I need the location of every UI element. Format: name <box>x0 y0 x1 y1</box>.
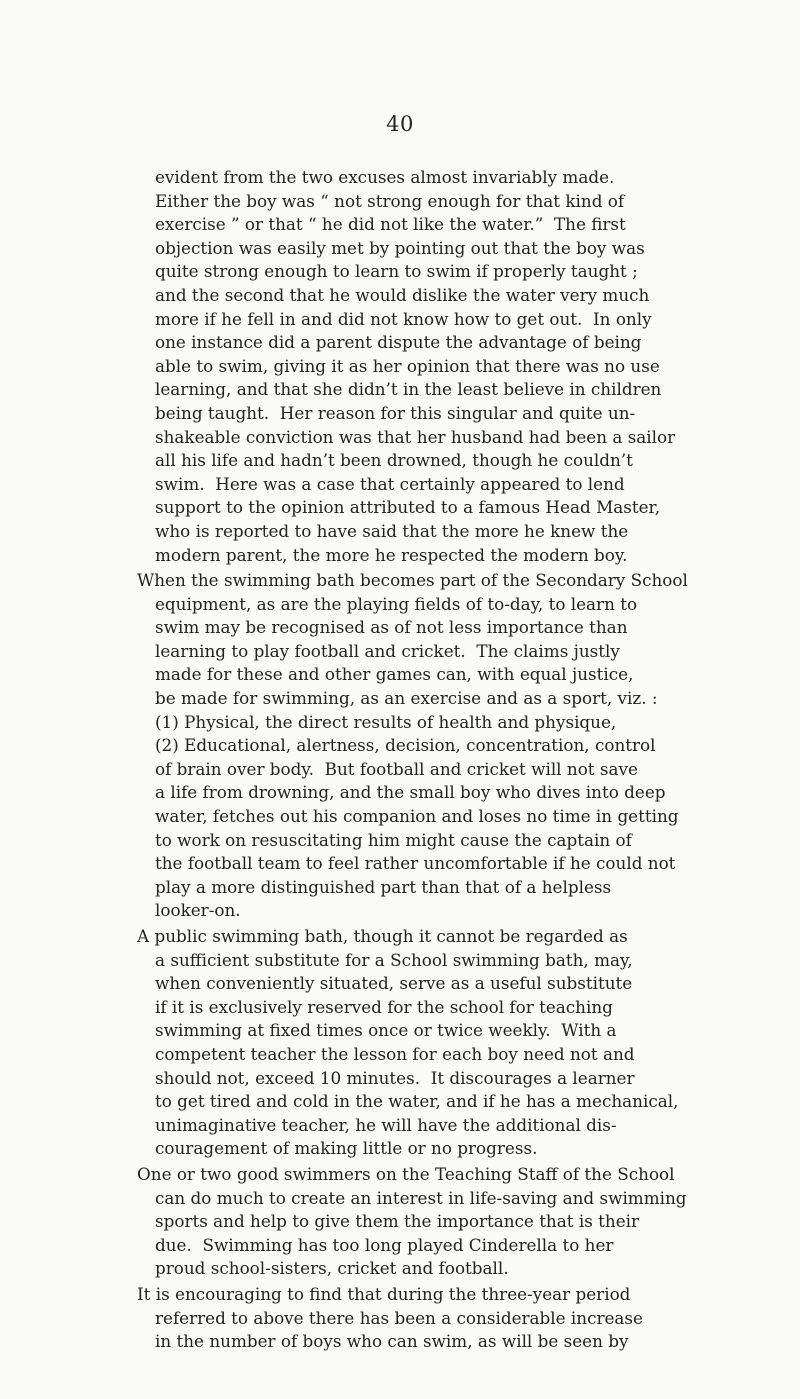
text-line: can do much to create an interest in life-saving and swimming <box>155 1187 687 1208</box>
paragraph <box>137 925 775 1161</box>
text-line: who is reported to have said that the more he knew the <box>155 520 629 541</box>
text-line: swim. Here was a case that certainly appeared to lend <box>155 473 625 494</box>
text-line: all his life and hadn’t been drowned, though he couldn’t <box>155 450 633 471</box>
text-line: when conveniently situated, serve as a useful substitute <box>155 973 633 994</box>
text-line: be made for swimming, as an exercise and as a sport, viz. : <box>155 688 658 709</box>
text-line: swimming at fixed times once or twice weekly. With a <box>155 1020 617 1041</box>
text-line: unimaginative teacher, he will have the additional dis- <box>155 1114 617 1135</box>
text-line: one instance did a parent dispute the advantage of being <box>155 332 642 353</box>
body-text <box>137 166 775 1356</box>
page-number: 40 <box>386 112 414 136</box>
text-line: support to the opinion attributed to a famous Head Master, <box>155 497 661 518</box>
text-line: exercise ” or that “ he did not like the water.” The first <box>155 214 626 235</box>
text-line: being taught. Her reason for this singular and quite un- <box>155 402 636 423</box>
text-line: sports and help to give them the importance that is their <box>155 1211 640 1232</box>
text-line: more if he fell in and did not know how to get out. In only <box>155 308 652 329</box>
text-line: swim may be recognised as of not less importance than <box>155 617 628 638</box>
paragraph <box>155 166 775 567</box>
text-line: a sufficient substitute for a School swimming bath, may, <box>155 949 633 970</box>
text-line: made for these and other games can, with equal justice, <box>155 664 634 685</box>
text-line: (1) Physical, the direct results of health and physique, <box>155 711 617 732</box>
text-line: play a more distinguished part than that of a helpless <box>155 876 612 897</box>
text-line: modern parent, the more he respected the modern boy. <box>155 544 628 565</box>
text-line: shakeable conviction was that her husband had been a sailor <box>155 426 676 447</box>
paragraph <box>137 1283 775 1354</box>
text-line: Either the boy was “ not strong enough for that kind of <box>155 190 625 211</box>
text-line: couragement of making little or no progress. <box>155 1138 538 1159</box>
text-line: equipment, as are the playing fields of to-day, to learn to <box>155 593 638 614</box>
text-line: A public swimming bath, though it cannot be regarded as <box>137 926 628 946</box>
text-line: quite strong enough to learn to swim if properly taught ; <box>155 261 638 282</box>
text-line: (2) Educational, alertness, decision, concentration, control <box>155 735 656 756</box>
text-line: to get tired and cold in the water, and if he has a mechanical, <box>155 1091 679 1112</box>
text-line: if it is exclusively reserved for the school for teaching <box>155 996 613 1017</box>
text-line: evident from the two excuses almost invariably made. <box>155 167 615 187</box>
paragraph <box>137 1163 775 1281</box>
text-line: When the swimming bath becomes part of the Secondary School <box>137 570 688 591</box>
text-line: looker-on. <box>155 900 241 921</box>
text-line: able to swim, giving it as her opinion that there was no use <box>155 355 660 376</box>
text-line: to work on resuscitating him might cause the captain of <box>155 829 632 850</box>
text-line: and the second that he would dislike the water very much <box>155 284 650 305</box>
text-line: referred to above there has been a considerable increase <box>155 1307 643 1328</box>
text-line: It is encouraging to find that during the three-year period <box>137 1283 631 1304</box>
text-line: due. Swimming has too long played Cinderella to her <box>155 1234 614 1255</box>
text-line: water, fetches out his companion and loses no time in getting <box>155 806 679 827</box>
text-line: a life from drowning, and the small boy who dives into deep <box>155 782 666 803</box>
text-line: learning to play football and cricket. The claims justly <box>155 640 620 661</box>
text-line: competent teacher the lesson for each boy need not and <box>155 1043 635 1064</box>
text-line: of brain over body. But football and cricket will not save <box>155 758 638 779</box>
text-line: objection was easily met by pointing out that the boy was <box>155 237 645 258</box>
text-line: the football team to feel rather uncomfortable if he could not <box>155 853 676 874</box>
text-line: learning, and that she didn’t in the least believe in children <box>155 379 662 400</box>
paragraph <box>137 569 775 923</box>
text-line: should not, exceed 10 minutes. It discourages a learner <box>155 1067 635 1088</box>
text-line: proud school-sisters, cricket and football. <box>155 1258 509 1279</box>
text-line: One or two good swimmers on the Teaching Staff of the School <box>137 1163 675 1184</box>
text-line: in the number of boys who can swim, as will be seen by <box>155 1331 629 1352</box>
